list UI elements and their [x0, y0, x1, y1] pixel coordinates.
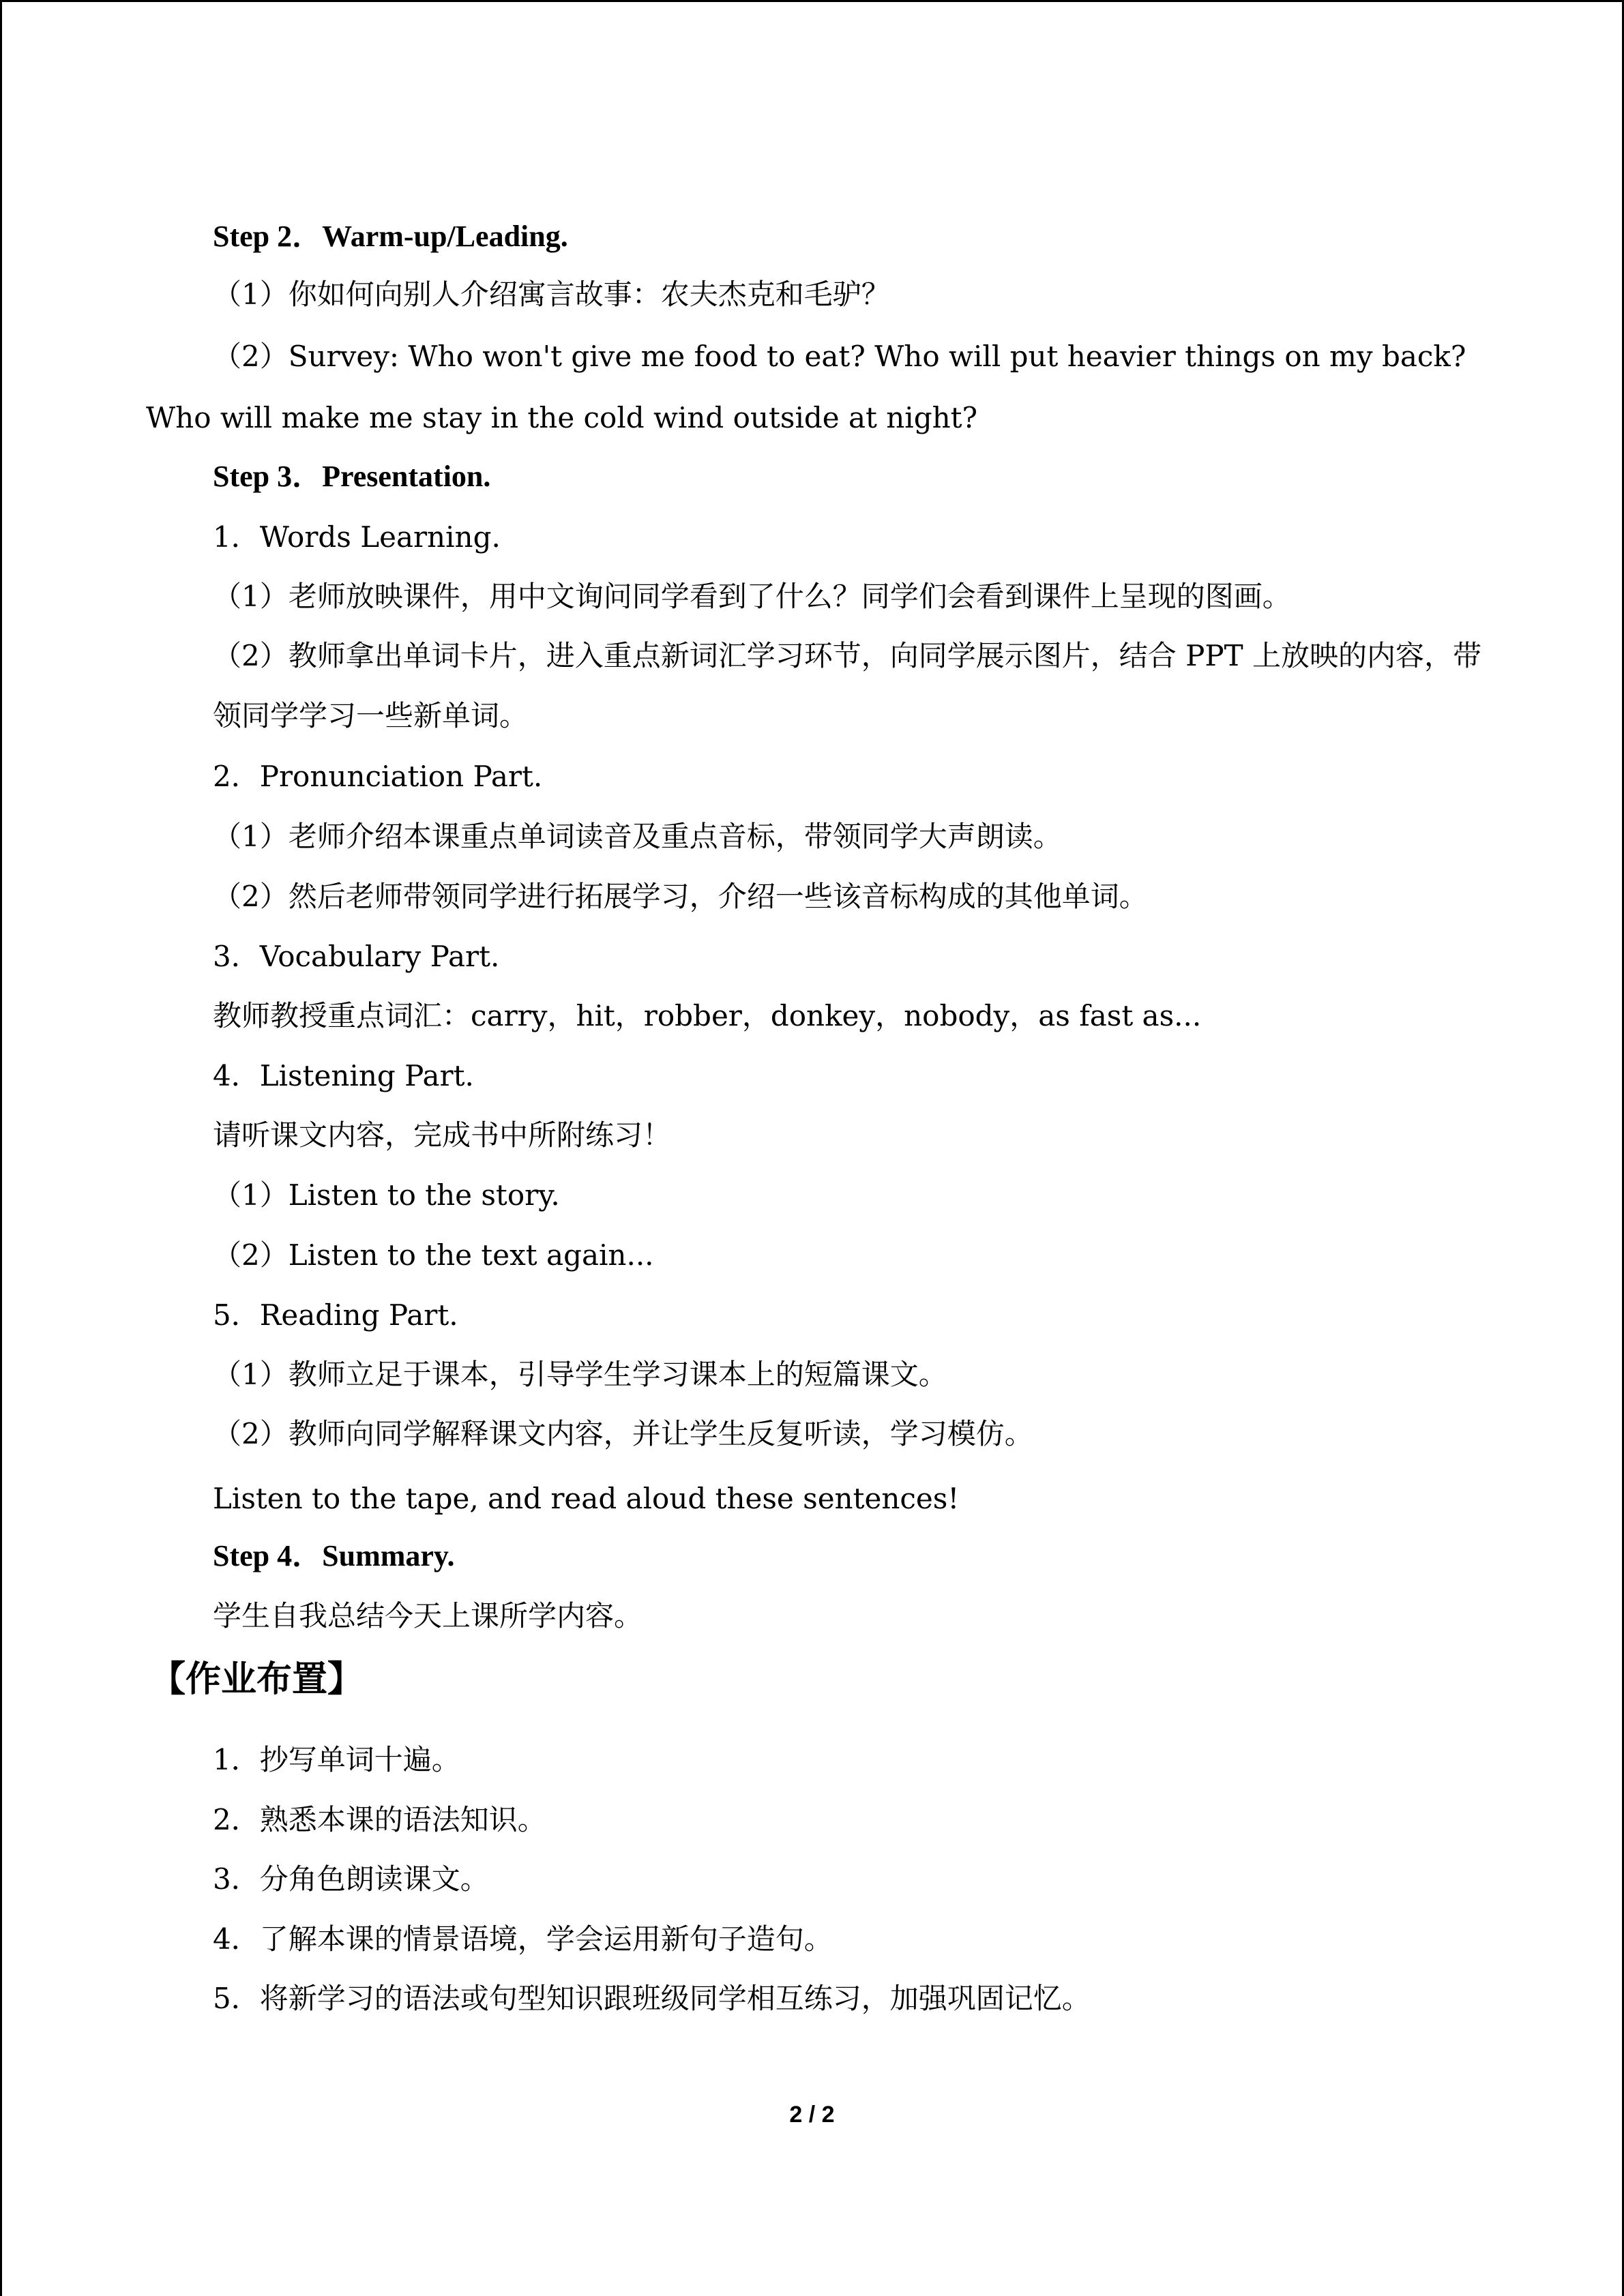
homework-item-2: 2．熟悉本课的语法知识。 — [213, 1803, 546, 1836]
page-number: 2 / 2 — [789, 2102, 835, 2128]
words-learning-item-2: （2）教师拿出单词卡片，进入重点新词汇学习环节，向同学展示图片，结合 PPT 上放映的内容，带领同学学习一些新单词。 — [213, 639, 1481, 732]
homework-heading: 【作业布置】 — [150, 1659, 364, 1700]
words-learning-title: 1．Words Learning. — [213, 520, 501, 554]
reading-item-1: （1）教师立足于课本，引导学生学习课本上的短篇课文。 — [213, 1358, 947, 1391]
step4-heading: Step 4．Summary. — [213, 1539, 455, 1572]
step2-heading: Step 2．Warm-up/Leading. — [213, 220, 568, 253]
pronunciation-item-1: （1）老师介绍本课重点单词读音及重点音标，带领同学大声朗读。 — [213, 820, 1062, 853]
listening-title: 4．Listening Part. — [213, 1059, 474, 1092]
homework-item-3: 3．分角色朗读课文。 — [213, 1862, 489, 1896]
pronunciation-title: 2．Pronunciation Part. — [213, 760, 543, 793]
summary-item-1: 学生自我总结今天上课所学内容。 — [213, 1599, 643, 1632]
reading-title: 5．Reading Part. — [213, 1298, 458, 1332]
pronunciation-item-2: （2）然后老师带领同学进行拓展学习，介绍一些该音标构成的其他单词。 — [213, 880, 1148, 913]
vocabulary-item-1: 教师教授重点词汇：carry，hit，robber，donkey，nobody，as fast as... — [213, 999, 1202, 1032]
listening-item-1: （1）Listen to the story. — [213, 1178, 560, 1212]
step2-question-1: （1）你如何向别人介绍寓言故事：农夫杰克和毛驴？ — [213, 278, 890, 311]
vocabulary-title: 3．Vocabulary Part. — [213, 940, 500, 973]
reading-item-2: （2）教师向同学解释课文内容，并让学生反复听读，学习模仿。 — [213, 1417, 1033, 1450]
step3-heading: Step 3．Presentation. — [213, 460, 491, 493]
step2-question-2: （2）Survey: Who won't give me food to eat? Who will put heavier things on my back? Who will make me stay in the cold wind outside at night? — [146, 340, 1466, 434]
homework-item-1: 1．抄写单词十遍。 — [213, 1743, 460, 1776]
words-learning-item-1: （1）老师放映课件，用中文询问同学看到了什么？同学们会看到课件上呈现的图画。 — [213, 580, 1291, 613]
homework-item-4: 4．了解本课的情景语境，学会运用新句子造句。 — [213, 1922, 833, 1956]
homework-item-5: 5．将新学习的语法或句型知识跟班级同学相互练习，加强巩固记忆。 — [213, 1982, 1091, 2015]
reading-item-3: Listen to the tape, and read aloud these sentences! — [213, 1482, 960, 1515]
listening-item-2: （2）Listen to the text again... — [213, 1238, 654, 1272]
listening-intro: 请听课文内容，完成书中所附练习！ — [213, 1118, 672, 1152]
